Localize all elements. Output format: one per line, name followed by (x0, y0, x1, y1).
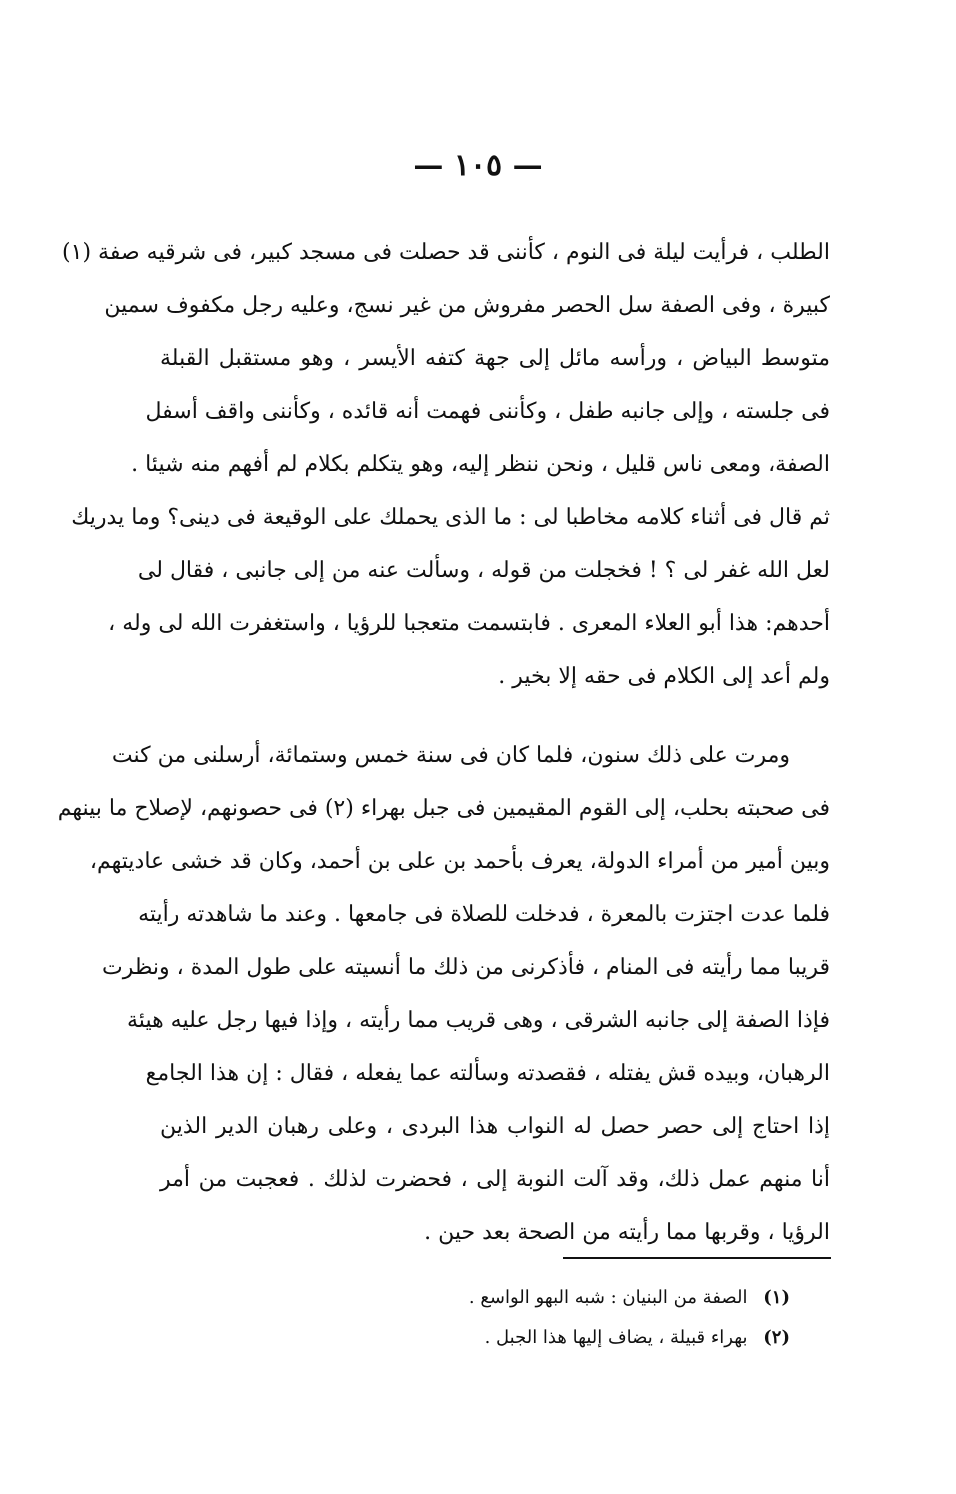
paragraph-1 (62, 226, 830, 703)
footnote-number: (١) (763, 1287, 790, 1308)
footnote-text: الصفة من البنيان : شبه البهو الواسع . (468, 1287, 748, 1308)
text-line: فإذا الصفة إلى جانبه الشرقى ، وهى قريب مما رأيته ، وإذا فيها رجل عليه هيئة (127, 1008, 830, 1033)
text-line: قريبا مما رأيته فى المنام ، فأذكرنى من ذلك ما أنسيته على طول المدة ، ونظرت (101, 955, 830, 980)
text-line: وبين أمير من أمراء الدولة، يعرف بأحمد بن على بن أحمد، وكان قد خشى عاديتهم، (89, 849, 830, 874)
text-line: الصفة، ومعى ناس قليل ، ونحن ننظر إليه، وهو يتكلم بكلام لم أفهم منه شيئا . (131, 452, 830, 477)
text-line: لعل الله غفر لى ؟ ! فخجلت من قوله ، وسألت عنه من إلى جانبى ، فقال لى (137, 558, 830, 583)
text-line: متوسط البياض ، ورأسه مائل إلى جهة كتفه الأيسر ، وهو مستقبل القبلة (160, 346, 830, 371)
paragraph-2 (57, 729, 830, 1259)
text-line: الرهبان، وبيده قش يفتله ، فقصدته وسألته عما يفعله ، فقال : إن هذا الجامع (145, 1061, 830, 1086)
text-line: ولم أعد إلى الكلام فى حقه إلا بخير . (498, 664, 830, 689)
text-line: أنا منهم عمل ذلك، وقد آلت النوبة إلى ، فحضرت لذلك . فعجبت من أمر (160, 1167, 830, 1192)
text-line: ومرت على ذلك سنون، فلما كان فى سنة خمس وستمائة، أرسلنى من كنت (111, 743, 790, 768)
page-number: — ١٠٥ — (413, 148, 543, 183)
text-line: فى صحبته بحلب، إلى القوم المقيمين فى جبل بهراء (٢) فى حصونهم، لإصلاح ما بينهم (57, 796, 830, 821)
text-line: كبيرة ، وفى الصفة سل الحصر مفروش من غير نسج، وعليه رجل مكفوف سمين (104, 293, 830, 318)
text-line: ثم قال فى أثناء كلامه مخاطبا لى : ما الذى يحملك على الوقيعة فى دينى؟ وما يدريك (71, 505, 830, 530)
footnote-text: بهراء قبيلة ، يضاف إليها هذا الجبل . (484, 1327, 748, 1348)
text-line: أحدهم: هذا أبو العلاء المعرى . فابتسمت متعجبا للرؤيا ، واستغفرت الله لى وله ، (108, 611, 830, 636)
text-line: إذا احتاج إلى حصر حصل له النواب هذا البردى ، وعلى رهبان الدير الذين (160, 1114, 830, 1139)
footnotes (400, 1278, 790, 1358)
text-line: الرؤيا ، وقربها مما رأيته من الصحة بعد حين . (424, 1220, 830, 1245)
text-line: الطلب ، فرأيت ليلة فى النوم ، كأننى قد حصلت فى مسجد كبير، فى شرقيه صفة (١) (62, 240, 830, 265)
text-line: فلما عدت اجتزت بالمعرة ، فدخلت للصلاة فى جامعها . وعند ما شاهدته رأيته (138, 902, 830, 927)
footnote-number: (٢) (763, 1327, 790, 1348)
text-line: فى جلسته ، وإلى جانبه طفل ، وكأننى فهمت أنه قائده ، وكأننى واقف أسفل (145, 399, 830, 424)
paragraph-gap (160, 703, 830, 729)
footnote-1 (400, 1278, 790, 1318)
footnote-divider (563, 1257, 831, 1259)
footnote-2 (400, 1318, 790, 1358)
body-text (57, 226, 830, 1259)
